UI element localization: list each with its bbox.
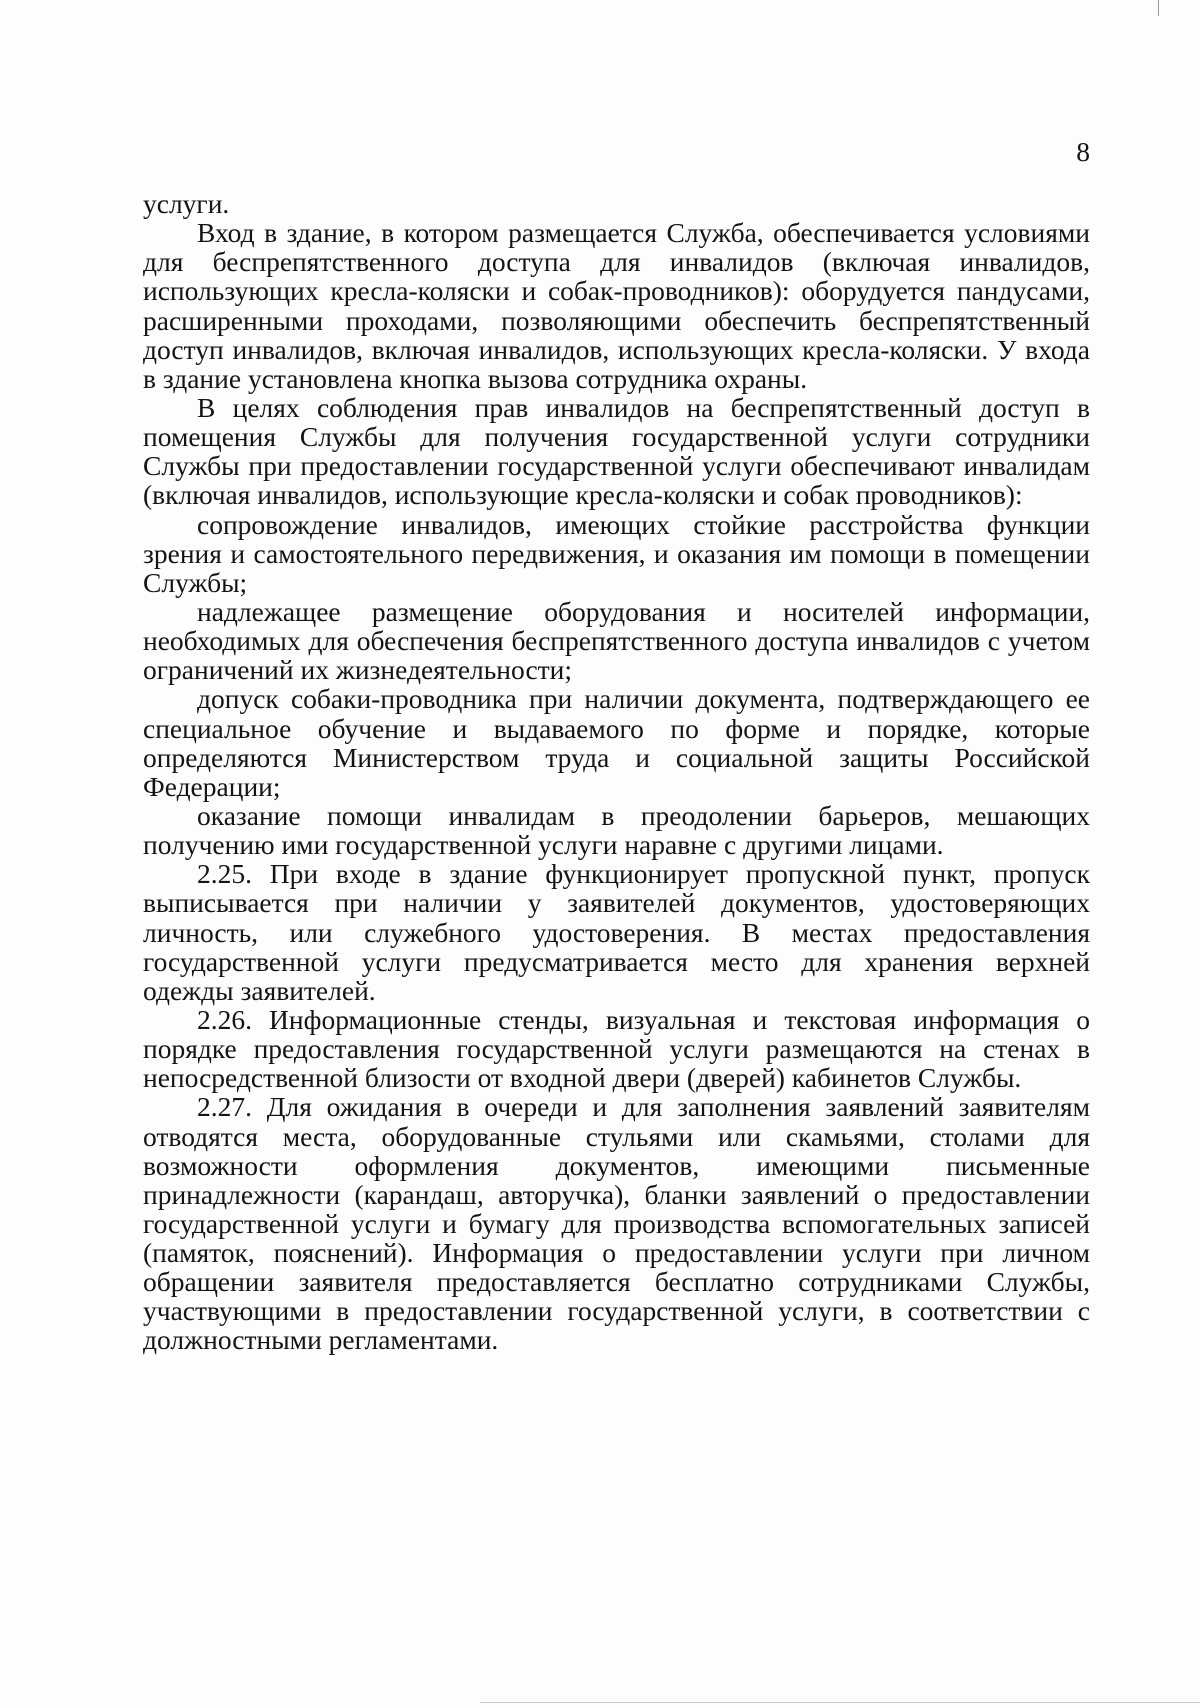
text-line: использующих кресла-коляски и собак-проводников): оборудуется пандусами, (143, 275, 1090, 307)
text-line: оказание помощи инвалидам в преодолении барьеров, мешающих (197, 799, 1090, 831)
document-body (143, 189, 1090, 1355)
text-line: зрения и самостоятельного передвижения, и оказания им помощи в помещении (143, 537, 1090, 569)
text-line: непосредственной близости от входной двери (дверей) кабинетов Службы. (143, 1062, 1022, 1094)
paragraph-disabled-access-rights (143, 393, 1090, 510)
text-line: В целях соблюдения прав инвалидов на беспрепятственный доступ в (197, 391, 1090, 423)
text-line: надлежащее размещение оборудования и носителей информации, (197, 595, 1090, 627)
text-line: одежды заявителей. (143, 974, 376, 1006)
list-item-barrier-assistance (143, 801, 1090, 859)
scan-edge-mark (480, 1702, 1200, 1703)
text-line: должностными регламентами. (143, 1324, 499, 1356)
text-line: Федерации; (143, 770, 281, 802)
text-line: специальное обучение и выдаваемого по форме и порядке, которые (143, 712, 1090, 744)
text-line: 2.27. Для ожидания в очереди и для заполнения заявлений заявителям (197, 1091, 1090, 1123)
text-line: определяются Министерством труда и социальной защиты Российской (143, 741, 1090, 773)
text-line: личность, или служебного удостоверения. В местах предоставления (143, 916, 1090, 948)
text-line: Службы при предоставлении государственной услуги обеспечивают инвалидам (143, 450, 1090, 482)
text-line: в здание установлена кнопка вызова сотрудника охраны. (143, 362, 808, 394)
text-line: 2.25. При входе в здание функционирует пропускной пункт, пропуск (197, 858, 1090, 890)
text-line: сопровождение инвалидов, имеющих стойкие расстройства функции (197, 508, 1090, 540)
text-line: отводятся места, оборудованные стульями или скамьями, столами для (143, 1120, 1090, 1152)
text-line: участвующими в предоставлении государственной услуги, в соответствии с (143, 1295, 1090, 1327)
text-line: для беспрепятственного доступа для инвалидов (включая инвалидов, (143, 246, 1090, 278)
continuation-line: услуги. (143, 188, 230, 219)
text-line: помещения Службы для получения государственной услуги сотрудники (143, 421, 1090, 453)
scan-edge-mark (1158, 0, 1159, 16)
text-line: расширенными проходами, позволяющими обеспечить беспрепятственный (143, 304, 1090, 336)
text-line: выписывается при наличии у заявителей документов, удостоверяющих (143, 887, 1090, 919)
text-line: (включая инвалидов, использующие кресла-коляски и собак проводников): (143, 479, 1023, 511)
text-line: ограничений их жизнедеятельности; (143, 654, 573, 686)
list-item-equipment-placement (143, 597, 1090, 684)
paragraph-building-entrance (143, 218, 1090, 393)
text-line: принадлежности (карандаш, авторучка), бланки заявлений о предоставлении (143, 1178, 1090, 1210)
clause-2-25 (143, 859, 1090, 1005)
text-line: государственной услуги предусматривается место для хранения верхней (143, 945, 1090, 977)
clause-2-27 (143, 1092, 1090, 1354)
page-number: 8 (1076, 136, 1090, 167)
text-line: возможности оформления документов, имеющими письменные (143, 1149, 1090, 1181)
clause-2-26 (143, 1005, 1090, 1092)
text-line: Службы; (143, 566, 248, 598)
text-line: порядке предоставления государственной услуги размещаются на стенах в (143, 1033, 1090, 1065)
text-line: 2.26. Информационные стенды, визуальная и текстовая информация о (197, 1003, 1090, 1035)
text-line: допуск собаки-проводника при наличии документа, подтверждающего ее (197, 683, 1090, 715)
text-line: доступ инвалидов, включая инвалидов, использующих кресла-коляски. У входа (143, 333, 1090, 365)
list-item-guide-dog-admission (143, 684, 1090, 801)
text-line: государственной услуги и бумагу для производства вспомогательных записей (143, 1207, 1090, 1239)
text-line: получению ими государственной услуги наравне с другими лицами. (143, 829, 944, 861)
text-line: обращении заявителя предоставляется бесплатно сотрудниками Службы, (143, 1266, 1090, 1298)
list-item-escort (143, 510, 1090, 597)
text-line: (памяток, пояснений). Информация о предоставлении услуги при личном (143, 1237, 1090, 1269)
text-line: необходимых для обеспечения беспрепятственного доступа инвалидов с учетом (143, 625, 1090, 657)
text-line: Вход в здание, в котором размещается Служба, обеспечивается условиями (197, 217, 1090, 249)
